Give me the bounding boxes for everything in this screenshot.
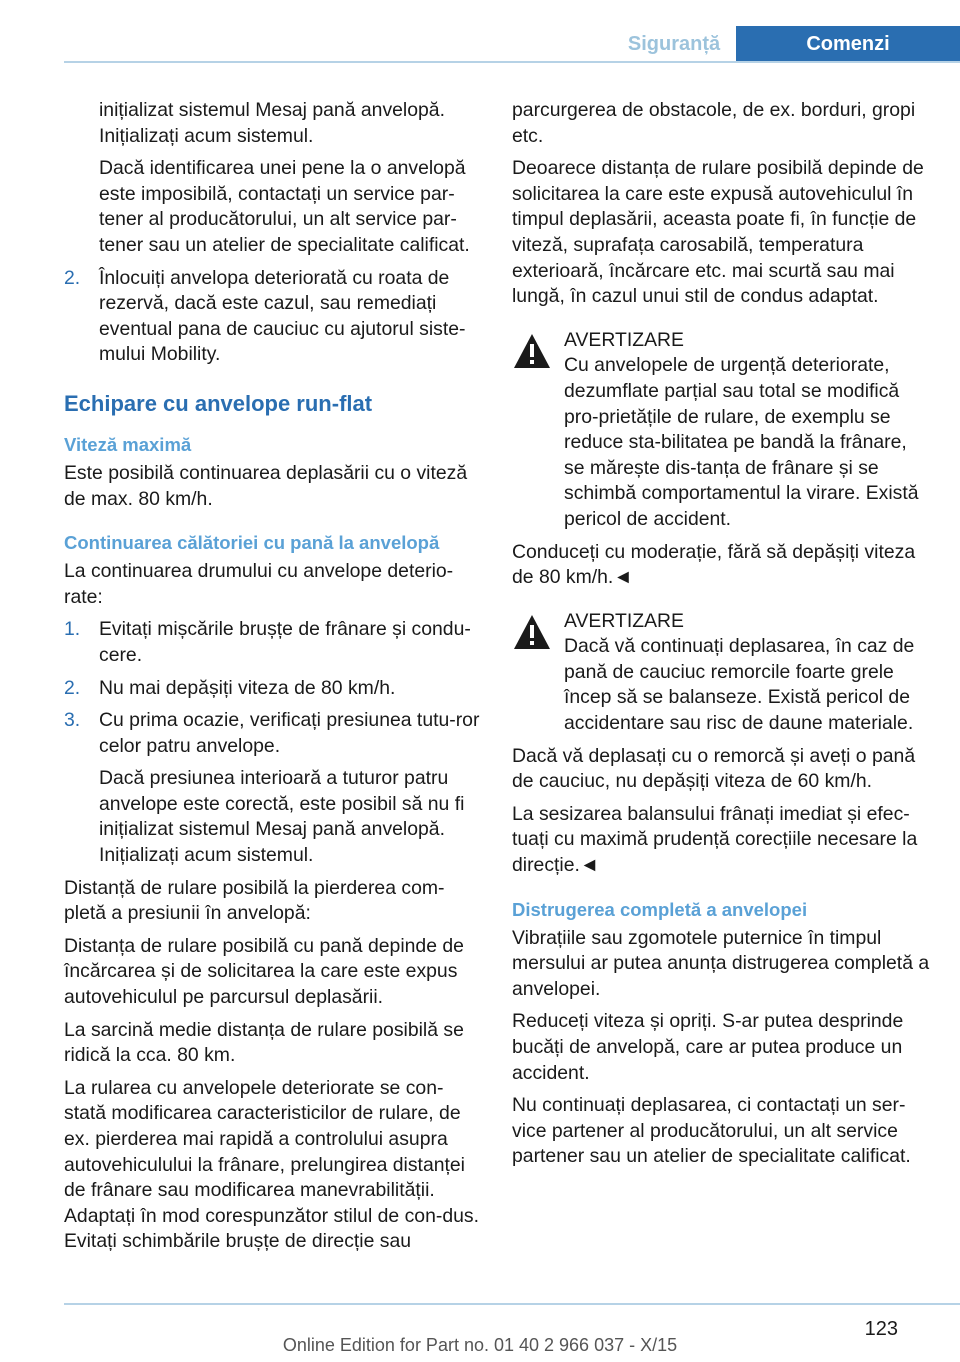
continued-list — [64, 266, 482, 368]
list-number: 1. — [64, 618, 81, 641]
header-divider — [64, 61, 960, 63]
list-number: 2. — [64, 676, 81, 699]
warning-follow-text: La sesizarea balansului frânați imediat și efec-tuați cu maximă prudență corecțiile necesare la direcție.◄ — [512, 802, 918, 877]
list-item-subtext: Dacă presiunea interioară a tuturor patru anvelope este corectă, este posibil să nu fi inițializat sistemul Mesaj pană anvelopă. Inițializați acum sistemul. — [99, 767, 465, 867]
warning-text: Cu anvelopele de urgență deteriorate, dezumflate parțial sau total se modifică pro-prietățile de rulare, de exemplu se reduce sta-bilitatea pe bandă la frânare, se mărește dis-tanța de frânare și se schimbă comportamentul la virare. Există pericol de accident. — [564, 354, 919, 530]
warning-title: AVERTIZARE — [564, 328, 684, 351]
subsection-tire-destruction: Distrugerea completă a anvelopei — [512, 898, 808, 920]
list-item — [64, 708, 482, 869]
page-number: 123 — [864, 1318, 898, 1340]
max-speed-text: Este posibilă continuarea deplasării cu o viteză de max. 80 km/h. — [64, 461, 468, 510]
list-item-text: Cu prima ocazie, verificați presiunea tutu-ror celor patru anvelope. — [99, 709, 480, 757]
list-item — [64, 266, 482, 368]
list-item — [64, 676, 482, 702]
subsection-max-speed: Viteză maximă — [64, 433, 192, 455]
destruction-paragraph-2: Reduceți viteza și opriți. S-ar putea desprinde bucăți de anvelopă, care ar putea produce un accident. — [512, 1010, 904, 1084]
warning-follow-text: Dacă vă deplasați cu o remorcă și aveți o pană de cauciuc, nu depășiți viteza de 60 km/h. — [512, 744, 916, 793]
footer-divider — [64, 1303, 960, 1305]
right-column — [512, 98, 932, 1177]
warning-block-1 — [512, 328, 932, 533]
distance-paragraph-3: La rularea cu anvelopele deteriorate se con-stată modificarea caracteristicilor de rulare, de ex. pierderea mai rapidă a controlului asupra autovehiculului la frânare, prelungirea distanței de frânare sau modificarea manevrabilității. Adaptați în mod corespunzător stilul de con-dus. Evitați schimbările brușțe de direcție sau — [64, 1076, 479, 1253]
list-item-text: Înlocuiți anvelopa deteriorată cu roata de rezervă, dacă este cazul, sau remediați eventual pana de cauciuc cu ajutorul siste-mului Mobility. — [99, 266, 466, 366]
list-item — [64, 617, 482, 668]
continued-paragraph-2: Dacă identificarea unei pene la o anvelopă este imposibilă, contactați un service par-tener al producătorului, un alt service par-tener sau un atelier de specialitate calificat. — [99, 157, 470, 256]
continued-paragraph-1: inițializat sistemul Mesaj pană anvelopă. Inițializați acum sistemul. — [99, 99, 445, 147]
subsection-continue-driving: Continuarea călătoriei cu pană la anvelopă — [64, 532, 440, 554]
distance-paragraph-2: La sarcină medie distanța de rulare posibilă se ridică la cca. 80 km. — [64, 1018, 464, 1067]
warning-text: Dacă vă continuați deplasarea, în caz de pană de cauciuc remorcile foarte grele încep să se balanseze. Există pericol de accidentare sau risc de daune materiale. — [564, 635, 915, 735]
continue-steps-list — [64, 617, 482, 868]
warning-follow-text: Conduceți cu moderație, fără să depășiți viteza de 80 km/h.◄ — [512, 540, 916, 589]
destruction-paragraph-3: Nu continuați deplasarea, ci contactați un ser-vice partener al producătorului, un alt service partener sau un atelier de specialitate calificat. — [512, 1094, 911, 1168]
continued-paragraph: parcurgerea de obstacole, de ex. borduri, gropi etc. — [512, 99, 916, 147]
distance-variation-paragraph: Deoarece distanța de rulare posibilă depinde de solicitarea la care este expusă autovehiculul în timpul deplasării, aceasta poate fi, în funcție de viteză, suprafața carosabilă, temperatura exterioară, încărcare etc. mai scurtă sau mai lungă, în cazul unui stil de condus adaptat. — [512, 157, 924, 308]
warning-title: AVERTIZARE — [564, 609, 684, 632]
warning-block-2 — [512, 609, 932, 737]
warning-triangle-icon — [512, 613, 552, 651]
section-title: Echipare cu anvelope run-flat — [64, 390, 373, 416]
list-number: 3. — [64, 709, 81, 732]
left-column — [64, 98, 482, 1262]
tab-siguranta[interactable]: Siguranță — [612, 26, 736, 62]
footer-edition: Online Edition for Part no. 01 40 2 966 037 - X/15 — [282, 1335, 678, 1355]
list-number: 2. — [64, 266, 81, 289]
list-item-text: Evitați mișcările brușțe de frânare și condu-cere. — [99, 618, 471, 666]
distance-paragraph-1: Distanța de rulare posibilă cu pană depinde de încărcarea și de solicitarea la care este expus autovehiculul pe parcursul deplasării. — [64, 934, 464, 1009]
distance-heading: Distanță de rulare posibilă la pierderea com-pletă a presiunii în anvelopă: — [64, 876, 445, 925]
tab-comenzi[interactable]: Comenzi — [736, 26, 960, 62]
continue-intro: La continuarea drumului cu anvelope deterio-rate: — [64, 560, 454, 608]
list-item-text: Nu mai depășiți viteza de 80 km/h. — [99, 676, 396, 699]
destruction-paragraph-1: Vibrațiile sau zgomotele puternice în timpul mersului ar putea anunța distrugerea completă a anvelopei. — [512, 926, 930, 1000]
warning-triangle-icon — [512, 332, 552, 370]
